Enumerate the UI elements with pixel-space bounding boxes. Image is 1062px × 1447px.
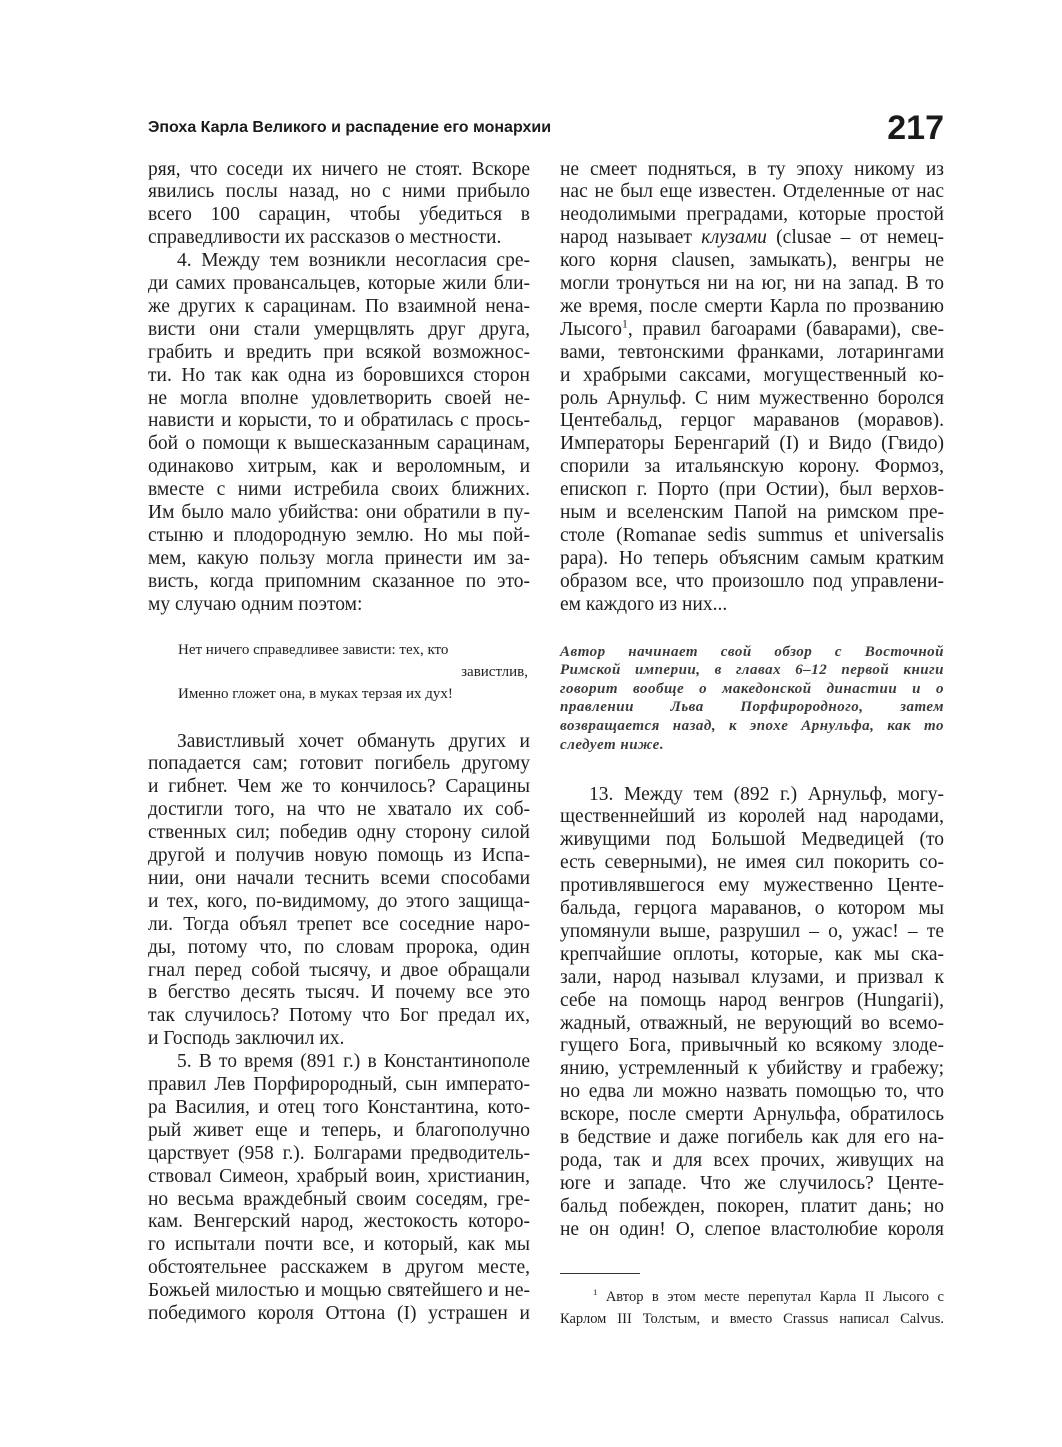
text-line: ды, потому что, по словам пророка, один (148, 936, 530, 958)
text-line: достигли того, на что не хватало их соб- (148, 799, 530, 821)
text-line: в бегство десять тысяч. И почему все это (148, 982, 530, 1004)
text-line: 5. В то время (891 г.) в Константинополе (177, 1051, 530, 1073)
page-number: 217 (887, 109, 944, 147)
text-line: рый живет еще и теперь, и благополучно (148, 1119, 530, 1141)
text-line: Им было мало убийства: они обратили в пу- (148, 502, 530, 524)
text-line: ственных сил; победив одну сторону силой (148, 822, 530, 844)
footnote-rule (560, 1273, 640, 1274)
text-line: 4. Между тем возникли несогласия сре- (177, 250, 530, 272)
text-line (560, 319, 944, 342)
paragraph (560, 784, 944, 1242)
text-line: Нет ничего справедливее зависти: тех, кто (178, 642, 449, 658)
text-line: кого корня clausen, замыкать), венгры не (560, 250, 944, 272)
text-line: одинаково хитрым, как и вероломным, и (148, 456, 530, 478)
text-line: янию, устремленный к убийству и грабежу; (560, 1058, 944, 1080)
text-line: стыню и плодородную землю. Но мы пой- (148, 524, 530, 546)
text-line (560, 1286, 944, 1308)
text-line: рода, так и для всех прочих, живущих на (560, 1150, 944, 1171)
footnote-reference: 1 (622, 317, 628, 331)
text-line: ем каждого из них... (560, 593, 728, 615)
paragraph (148, 731, 530, 1052)
text-run: Лысого (560, 318, 622, 340)
text-line: и тех, кого, по-видимому, до этого защища- (148, 890, 530, 912)
text-line: упомянули выше, разрушил – о, ужас! – те (560, 920, 944, 942)
text-line: нас не был еще известен. Отделенные от нас (560, 181, 944, 203)
text-line: и Господь заключил их. (148, 1028, 345, 1050)
text-line: ствовал Симеон, храбрый воин, христианин, (148, 1165, 530, 1187)
text-run: , правил багоарами (баварами), све- (627, 318, 944, 340)
text-line: грабить и вредить при всякой возможнос- (148, 341, 530, 363)
text-line: неодолимыми преградами, которые простой (560, 204, 944, 226)
text-line: вместе с ними истребила своих ближних. (148, 479, 530, 501)
text-line: Именно гложет она, в муках терзая их дух! (178, 686, 453, 702)
text-line: правил Лев Порфирородный, сын императо- (148, 1074, 530, 1095)
text-line: Божьей милостью и мощью святейшего и не- (148, 1280, 530, 1302)
text-line: есть северными), не имея сил покорить со- (560, 852, 944, 874)
text-line: ди самих провансальцев, которые жили бли- (148, 273, 530, 294)
text-line: спорили за итальянскую корону. Формоз, (560, 456, 944, 478)
text-line: бальда, герцога мараванов, о котором мы (560, 898, 944, 920)
paragraph (148, 159, 530, 251)
text-line: гнал перед собой тысячу, и двое обращали (148, 959, 530, 981)
text-line: го испытали почти все, и который, как мы (148, 1234, 530, 1256)
text-line: но весьма враждебный своим соседям, гре- (148, 1188, 530, 1210)
right-column (560, 0, 944, 1447)
text-line: ным и вселенским Папой на римском пре- (560, 502, 944, 524)
footnote (560, 1286, 944, 1330)
text-line: справедливости их рассказов о местности. (148, 227, 502, 249)
verse-quote (178, 639, 528, 705)
running-head-title: Эпоха Карла Великого и распадение его монархии (148, 119, 552, 136)
text-line: возвращается назад, к эпохе Арнульфа, как то (560, 718, 944, 735)
text-line: не смеет подняться, в ту эпоху никому из (560, 158, 944, 180)
text-line: Завистливый хочет обмануть других и (177, 730, 530, 752)
text-line: 13. Между тем (892 г.) Арнульф, могу- (589, 783, 944, 805)
text-line: всего 100 сарацин, чтобы убедиться в (148, 204, 530, 226)
text-line: царствует (958 г.). Болгарами предводитель- (148, 1142, 530, 1164)
text-line: жадный, отважный, не верующий во всемо- (560, 1012, 944, 1034)
text-line: же других к сарацинам. По взаимной нена- (148, 295, 530, 317)
text-line: но едва ли можно назвать помощью то, что (560, 1081, 944, 1103)
text-line: висти они стали умерщвлять друг друга, (148, 318, 530, 340)
text-line: кам. Венгерский народ, жестокость которо- (148, 1211, 530, 1233)
text-line: гущего Бога, привычный ко всякому злоде- (560, 1035, 944, 1057)
left-column (148, 0, 530, 1447)
text-line: завистлив, (461, 664, 528, 680)
text-line: победимого короля Оттона (I) устрашен и (148, 1303, 530, 1325)
text-line: му случаю одним поэтом: (148, 593, 363, 615)
text-line: юге и западе. Что же случилось? Центе- (560, 1172, 944, 1194)
text-line: вскоре, после смерти Арнульфа, обратилось (560, 1104, 944, 1126)
text-line: говорит вообще о македонской династии и о (560, 680, 944, 697)
text-line: следует ниже. (560, 736, 665, 753)
text-line: крепчайшие оплоты, которые, как мы ска- (560, 943, 944, 965)
text-line: вами, тевтонскими франками, лотарингами (560, 341, 944, 363)
text-line: Императоры Беренгарий (I) и Видо (Гвидо) (560, 433, 944, 455)
text-line: обстоятельнее расскажем в другом месте, (148, 1257, 530, 1279)
text-line: щественнейший из королей над народами, (560, 806, 944, 828)
text-line: зали, народ называл клузами, и призвал к (560, 966, 944, 988)
text-line: нависти и корысти, то и обратилась с прось- (148, 410, 530, 432)
text-line: ли. Тогда объял трепет все соседние наро- (148, 913, 530, 935)
text-line: попадается сам; готовит погибель другому (148, 753, 530, 775)
text-line: ряя, что соседи их ничего не стоят. Вскоре (148, 158, 530, 180)
footnote-marker: 1 (593, 1287, 598, 1298)
text-line: же время, после смерти Карла по прозванию (560, 295, 944, 317)
italic-term: клузами (701, 227, 767, 249)
paragraph (148, 250, 530, 617)
paragraph (560, 159, 944, 617)
text-line: мем, какую пользу могла принести им за- (148, 547, 530, 569)
text-line (560, 227, 944, 250)
text-line: Автор начинает свой обзор с Восточной (560, 643, 944, 660)
editorial-note (560, 643, 944, 755)
text-line: бальд побежден, покорен, платит дань; но (560, 1195, 944, 1217)
text-line: себе на помощь народ венгров (Hungarii), (560, 989, 944, 1011)
text-line: правлении Льва Порфирородного, затем (560, 699, 944, 716)
text-line: так случилось? Потому что Бог предал их, (148, 1005, 530, 1027)
text-line: живущими под Большой Медведицей (то (560, 829, 944, 851)
text-line: в бедствие и даже погибель как для его на- (560, 1127, 944, 1149)
text-line: Римской империи, в главах 6–12 первой книги (560, 662, 944, 679)
text-line: ра Василия, и отец того Константина, кото- (148, 1096, 530, 1118)
text-line: ти. Но так как одна из боровшихся сторон (148, 364, 530, 386)
text-line: образом все, что произошло под управлени- (560, 570, 944, 592)
text-line: висть, когда припомним сказанное по это- (148, 570, 530, 592)
text-line: Карлом III Толстым, и вместо Crassus написал Calvus. (560, 1311, 944, 1327)
text-line: не могла вполне удовлетворить своей не- (148, 387, 530, 409)
text-line: столе (Romanae sedis summus et universalis (560, 525, 944, 546)
text-line: явились послы назад, но с ними прибыло (148, 181, 530, 203)
text-run: народ называет (560, 227, 702, 249)
text-line: и гибнет. Чем же то кончилось? Сарацины (148, 776, 530, 798)
text-line: Центебальд, герцог мараванов (моравов). (560, 410, 944, 432)
text-line: и храбрыми саксами, могущественный ко- (560, 364, 944, 386)
text-line: нии, они начали теснить всеми способами (148, 867, 530, 889)
text-line: бой о помощи к вышесказанным сарацинам, (148, 433, 530, 455)
text-line: могли тронуться ни на юг, ни на запад. В то (560, 273, 944, 295)
text-line: противлявшегося ему мужественно Центе- (560, 875, 944, 897)
text-line: епископ г. Порто (при Остии), был верхов- (560, 479, 944, 501)
text-line: papa). Но теперь объясним самым кратким (560, 547, 944, 569)
text-line: не он один! О, слепое властолюбие короля (560, 1218, 944, 1240)
text-line: роль Арнульф. С ним мужественно боролся (560, 387, 944, 409)
paragraph (148, 1051, 530, 1326)
text-run: Автор в этом месте перепутал Карла II Лысого с (597, 1289, 944, 1305)
text-run: (clusae – от немец- (766, 227, 944, 249)
text-line: другой и получив новую помощь из Испа- (148, 845, 530, 867)
